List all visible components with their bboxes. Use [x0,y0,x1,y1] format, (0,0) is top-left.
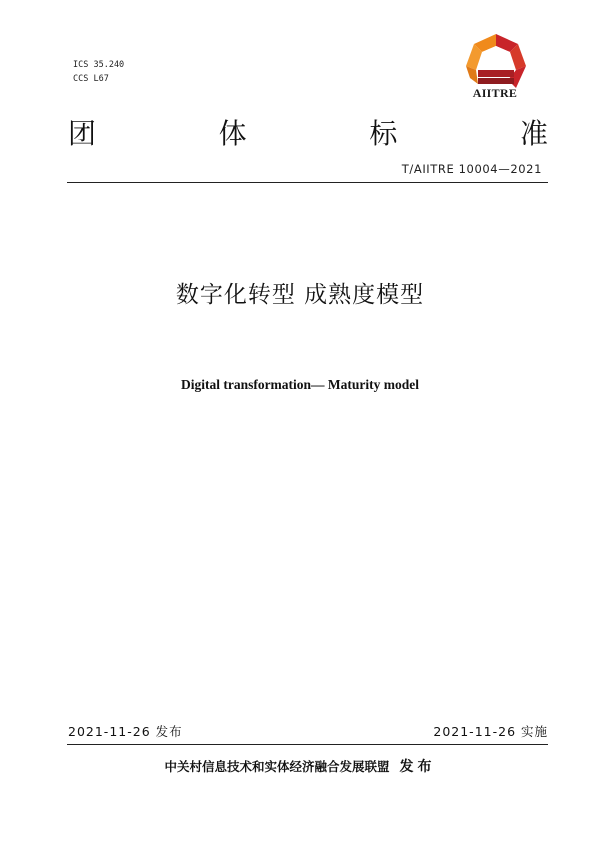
publisher-name: 中关村信息技术和实体经济融合发展联盟 [164,759,390,774]
standard-type-char: 标 [369,117,398,150]
publisher-line [0,756,600,776]
ccs-code: CCS L67 [73,74,109,84]
classification-codes [73,58,124,86]
standard-type-heading [68,112,548,152]
release-date: 2021-11-26 发布 [68,724,183,739]
top-divider [67,182,548,183]
publish-label: 发布 [399,759,436,775]
bottom-divider [67,744,548,745]
standard-number: T/AIITRE 10004—2021 [401,162,542,176]
english-title: Digital transformation— Maturity model [180,377,420,392]
standard-type-char: 体 [218,117,247,150]
standard-type-char: 团 [68,117,97,150]
ics-code: ICS 35.240 [73,60,125,70]
chinese-title: 数字化转型 成熟度模型 [175,282,425,308]
logo-text: AIITRE [472,86,518,100]
standard-type-char: 准 [519,117,548,150]
implement-date: 2021-11-26 实施 [433,724,548,739]
